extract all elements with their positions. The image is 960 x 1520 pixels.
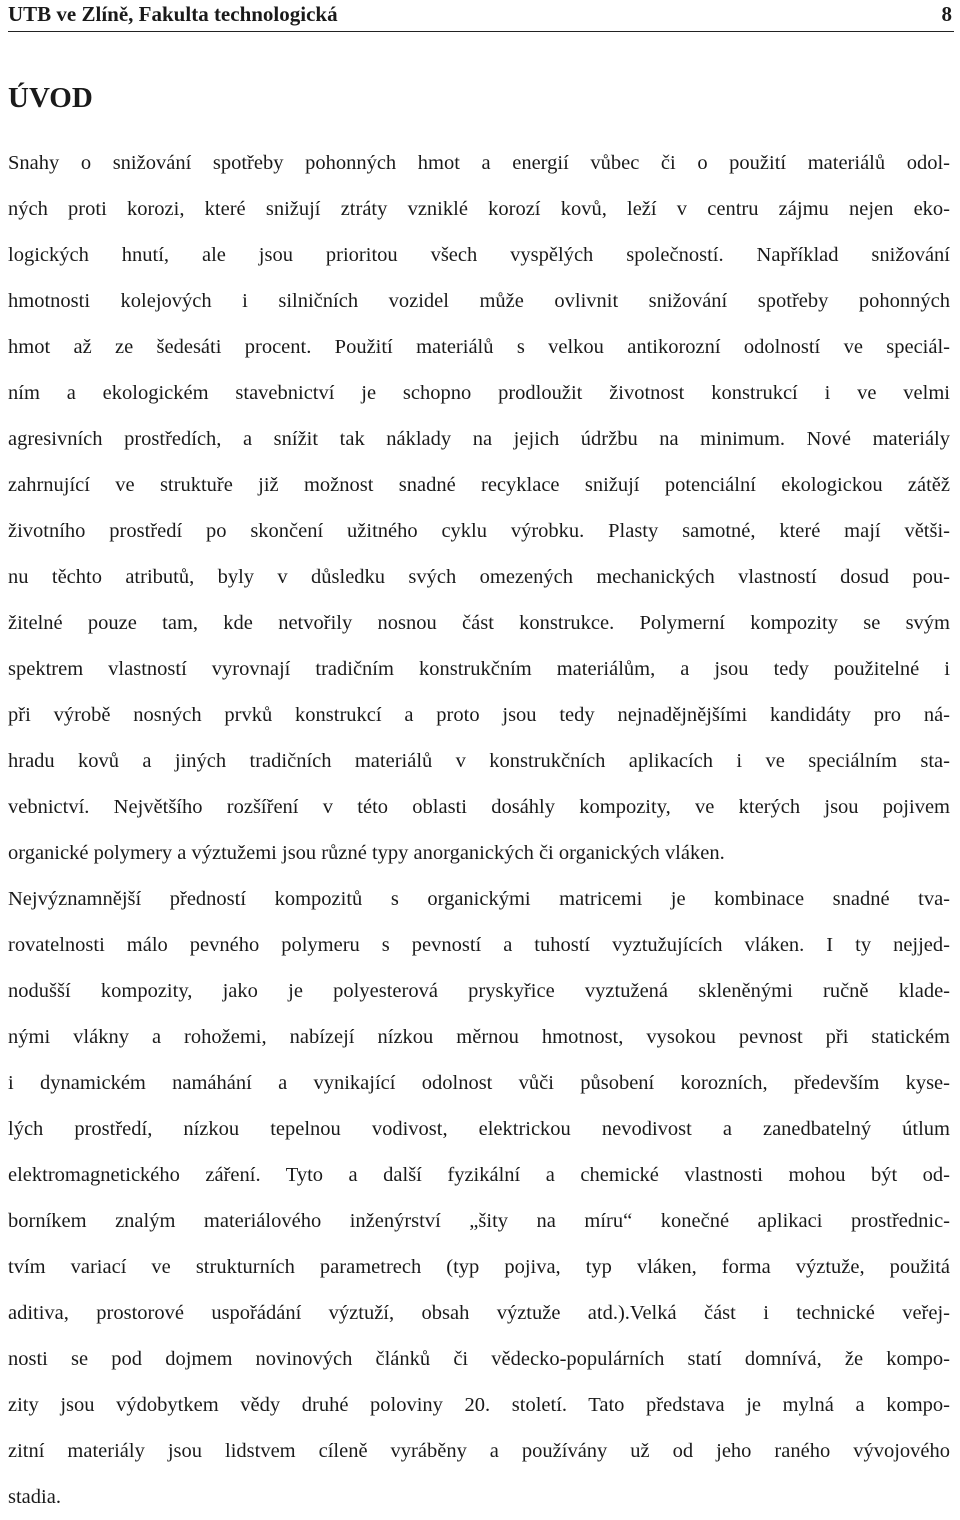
paragraph-line: rovatelnosti málo pevného polymeru s pevností a tuhostí vyztužujících vláken. I ty nejjed- bbox=[8, 934, 950, 956]
paragraph-line: životního prostředí po skončení užitného cyklu výrobku. Plasty samotné, které mají větši- bbox=[8, 520, 950, 542]
paragraph-1 bbox=[8, 140, 950, 876]
paragraph-line: Snahy o snižování spotřeby pohonných hmot a energií vůbec či o použití materiálů odol- bbox=[8, 152, 950, 174]
paragraph-line: spektrem vlastností vyrovnají tradičním konstrukčním materiálům, a jsou tedy použitelné i bbox=[8, 658, 950, 680]
paragraph-line: nosti se pod dojmem novinových článků či vědecko-populárních statí domnívá, že kompo- bbox=[8, 1348, 950, 1370]
paragraph-line: nu těchto atributů, byly v důsledku svých omezených mechanických vlastností dosud pou- bbox=[8, 566, 950, 588]
paragraph-line: vebnictví. Největšího rozšíření v této oblasti dosáhly kompozity, ve kterých jsou pojivem bbox=[8, 796, 950, 818]
paragraph-line: i dynamickém namáhání a vynikající odolnost vůči působení korozních, především kyse- bbox=[8, 1072, 950, 1094]
paragraph-line: logických hnutí, ale jsou prioritou všech vyspělých společností. Například snižování bbox=[8, 244, 950, 266]
paragraph-line: nodušší kompozity, jako je polyesterová pryskyřice vyztužená skleněnými ručně klade- bbox=[8, 980, 950, 1002]
paragraph-line: agresivních prostředích, a snížit tak náklady na jejich údržbu na minimum. Nové materiály bbox=[8, 428, 950, 450]
paragraph-line: stadia. bbox=[8, 1486, 61, 1508]
page-header bbox=[8, 0, 954, 32]
paragraph-2 bbox=[8, 876, 950, 1520]
paragraph-line: tvím variací ve strukturních parametrech (typ pojiva, typ vláken, forma výztuže, použitá bbox=[8, 1256, 950, 1278]
paragraph-line: zahrnující ve struktuře již možnost snadné recyklace snižují potenciální ekologickou zátěž bbox=[8, 474, 950, 496]
paragraph-line: při výrobě nosných prvků konstrukcí a proto jsou tedy nejnadějnějšími kandidáty pro ná- bbox=[8, 704, 950, 726]
paragraph-line: organické polymery a výztužemi jsou různé typy anorganických či organických vláken. bbox=[8, 842, 725, 864]
paragraph-line: hmotnosti kolejových i silničních vozidel může ovlivnit snižování spotřeby pohonných bbox=[8, 290, 950, 312]
paragraph-line: elektromagnetického záření. Tyto a další fyzikální a chemické vlastnosti mohou být od- bbox=[8, 1164, 950, 1186]
paragraph-line: borníkem znalým materiálového inženýrství „šity na míru“ konečné aplikaci prostřednic- bbox=[8, 1210, 950, 1232]
paragraph-line: ných proti korozi, které snižují ztráty vzniklé korozí kovů, leží v centru zájmu nejen eko- bbox=[8, 198, 950, 220]
paragraph-line: zitní materiály jsou lidstvem cíleně vyráběny a používány už od jeho raného vývojového bbox=[8, 1440, 950, 1462]
header-page-number: 8 bbox=[941, 2, 952, 26]
paragraph-line: ním a ekologickém stavebnictví je schopno prodloužit životnost konstrukcí i ve velmi bbox=[8, 382, 950, 404]
paragraph-line: žitelné pouze tam, kde netvořily nosnou část konstrukce. Polymerní kompozity se svým bbox=[8, 612, 950, 634]
paragraph-line: nými vlákny a rohožemi, nabízejí nízkou měrnou hmotnost, vysokou pevnost při statickém bbox=[8, 1026, 950, 1048]
paragraph-line: hradu kovů a jiných tradičních materiálů v konstrukčních aplikacích i ve speciálním sta- bbox=[8, 750, 950, 772]
paragraph-line: lých prostředí, nízkou tepelnou vodivost, elektrickou nevodivost a zanedbatelný útlum bbox=[8, 1118, 950, 1140]
paragraph-line: Nejvýznamnější předností kompozitů s organickými matricemi je kombinace snadné tva- bbox=[8, 888, 950, 910]
header-institution: UTB ve Zlíně, Fakulta technologická bbox=[8, 2, 338, 26]
paragraph-line: hmot až ze šedesáti procent. Použití materiálů s velkou antikorozní odolností ve speciál- bbox=[8, 336, 950, 358]
section-heading: ÚVOD bbox=[8, 82, 93, 114]
paragraph-line: zity jsou výdobytkem vědy druhé poloviny 20. století. Tato představa je mylná a kompo- bbox=[8, 1394, 950, 1416]
paragraph-line: aditiva, prostorové uspořádání výztuží, obsah výztuže atd.).Velká část i technické veřej- bbox=[8, 1302, 950, 1324]
